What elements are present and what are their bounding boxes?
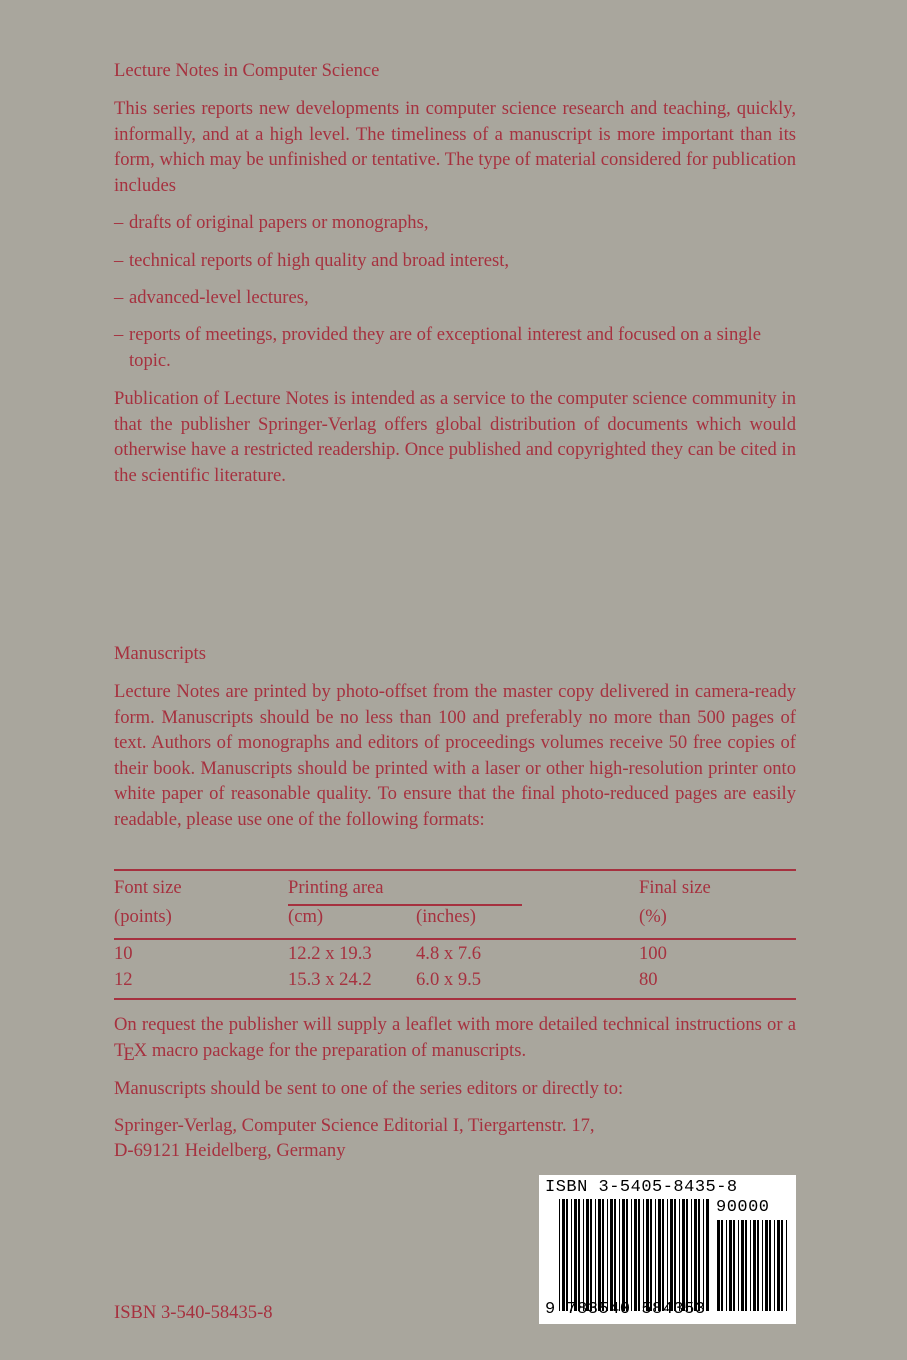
- barcode-bar: [753, 1220, 756, 1311]
- barcode: [539, 1175, 796, 1324]
- barcode-bar: [614, 1199, 616, 1311]
- barcode-bar: [670, 1199, 673, 1311]
- request-text-before: On request the publisher will supply a leaflet with more detailed technical instructions or a: [114, 1014, 796, 1035]
- barcode-bar: [643, 1199, 644, 1311]
- barcode-bar: [619, 1199, 620, 1311]
- barcode-bar: [674, 1199, 676, 1311]
- barcode-bar: [745, 1220, 747, 1311]
- barcode-bar: [726, 1220, 727, 1311]
- barcode-price-code: 90000: [716, 1198, 770, 1217]
- send-to-text: Manuscripts should be sent to one of the series editors or directly to:: [114, 1078, 624, 1099]
- barcode-bar: [626, 1199, 628, 1311]
- barcode-bar: [667, 1199, 668, 1311]
- barcode-bar: [682, 1199, 685, 1311]
- header-final-size: Final size: [639, 877, 711, 898]
- barcode-bar: [646, 1199, 649, 1311]
- list-item: [114, 248, 796, 274]
- bullet-dash: –: [114, 212, 124, 233]
- address-line-1: Springer-Verlag, Computer Science Editorial I, Tiergartenstr. 17,: [114, 1115, 595, 1136]
- barcode-bar: [703, 1199, 704, 1311]
- barcode-bar: [650, 1199, 652, 1311]
- barcode-bar: [622, 1199, 625, 1311]
- barcode-bar: [586, 1199, 589, 1311]
- barcode-bar: [721, 1220, 723, 1311]
- bullet-text: technical reports of high quality and broad interest,: [129, 250, 510, 271]
- barcode-bar: [762, 1220, 763, 1311]
- barcode-bar: [774, 1220, 775, 1311]
- cell-cm: 15.3 x 24.2: [288, 969, 372, 990]
- header-font-size: Font size: [114, 877, 182, 898]
- header-points: (points): [114, 906, 172, 927]
- barcode-bar: [598, 1199, 601, 1311]
- list-item: [114, 210, 796, 236]
- cell-inches: 6.0 x 9.5: [416, 969, 482, 990]
- cell-font: 10: [114, 943, 133, 964]
- manuscripts-heading: Manuscripts: [114, 643, 206, 664]
- table-top-rule: [114, 869, 796, 871]
- bullet-text: advanced-level lectures,: [129, 287, 309, 308]
- barcode-digits: 9 783540 584353: [545, 1300, 706, 1319]
- cell-inches: 4.8 x 7.6: [416, 943, 482, 964]
- request-paragraph: [114, 1012, 796, 1063]
- publication-paragraph: Publication of Lecture Notes is intended as a service to the computer science community in that the publisher Springer-Verlag offers global distribution of documents which would otherwise have a restricted readership. Once published and copyrighted they can be cited in the scientific literature.: [114, 388, 796, 486]
- cell-final: 100: [639, 943, 667, 964]
- header-percent: (%): [639, 906, 667, 927]
- bullet-dash: –: [114, 250, 124, 271]
- bullet-dash: –: [114, 324, 124, 345]
- barcode-bar: [602, 1199, 604, 1311]
- barcode-bar: [698, 1199, 700, 1311]
- barcode-bar: [706, 1199, 709, 1311]
- barcode-bar: [638, 1199, 640, 1311]
- cell-cm: 12.2 x 19.3: [288, 943, 372, 964]
- barcode-bar: [578, 1199, 580, 1311]
- barcode-bar: [777, 1220, 780, 1311]
- header-cm: (cm): [288, 906, 324, 927]
- barcode-bar: [595, 1199, 596, 1311]
- barcode-bar: [562, 1199, 565, 1311]
- cell-final: 80: [639, 969, 658, 990]
- bullet-text: reports of meetings, provided they are of exceptional interest and focused on a single topic.: [129, 324, 761, 371]
- address-line-2: D-69121 Heidelberg, Germany: [114, 1140, 346, 1161]
- header-printing-area: Printing area: [288, 877, 384, 898]
- header-inches: (inches): [416, 906, 476, 927]
- bullet-dash: –: [114, 287, 124, 308]
- barcode-bar: [738, 1220, 739, 1311]
- barcode-bar: [691, 1199, 692, 1311]
- barcode-bar: [634, 1199, 637, 1311]
- barcode-bar: [765, 1220, 768, 1311]
- barcode-bar: [655, 1199, 656, 1311]
- barcode-bar: [741, 1220, 744, 1311]
- barcode-bar: [769, 1220, 771, 1311]
- barcode-bar: [607, 1199, 608, 1311]
- barcode-isbn-label: ISBN 3-5405-8435-8: [545, 1178, 738, 1197]
- barcode-bar: [574, 1199, 577, 1311]
- tex-t: T: [114, 1039, 126, 1061]
- table-header-rule: [114, 938, 796, 940]
- barcode-bar: [583, 1199, 584, 1311]
- isbn-bottom: ISBN 3-540-58435-8: [114, 1302, 273, 1323]
- barcode-bar: [781, 1220, 783, 1311]
- barcode-bar: [679, 1199, 680, 1311]
- barcode-bar: [717, 1220, 720, 1311]
- barcode-bar: [658, 1199, 661, 1311]
- barcode-bar: [757, 1220, 759, 1311]
- series-heading: Lecture Notes in Computer Science: [114, 60, 380, 81]
- barcode-bar: [566, 1199, 568, 1311]
- list-item: [114, 322, 796, 373]
- barcode-bar: [559, 1199, 560, 1311]
- barcode-bar: [686, 1199, 688, 1311]
- manuscripts-paragraph: Lecture Notes are printed by photo-offset from the master copy delivered in camera-ready form. Manuscripts should be no less than 100 and preferably no more than 500 pages of text. Authors of monographs and editors of proceedings volumes receive 50 free copies of their book. Manuscripts should be printed with a laser or other high-resolution printer onto white paper of reasonable quality. To ensure that the final photo-reduced pages are easily readable, please use one of the following formats:: [114, 681, 796, 830]
- barcode-bar: [729, 1220, 732, 1311]
- barcode-bar: [571, 1199, 572, 1311]
- tex-e: E: [123, 1043, 135, 1065]
- list-item: [114, 285, 796, 311]
- barcode-bar: [750, 1220, 751, 1311]
- barcode-bar: [786, 1220, 787, 1311]
- barcode-bar: [694, 1199, 697, 1311]
- tex-logo: [114, 1039, 148, 1065]
- barcode-bar: [733, 1220, 735, 1311]
- request-text-after: macro package for the preparation of manuscripts.: [151, 1039, 527, 1061]
- table-bottom-rule: [114, 998, 796, 1000]
- barcode-bar: [610, 1199, 613, 1311]
- cell-font: 12: [114, 969, 133, 990]
- bullet-text: drafts of original papers or monographs,: [129, 212, 429, 233]
- barcode-bar: [590, 1199, 592, 1311]
- barcode-bar: [662, 1199, 664, 1311]
- series-intro: This series reports new developments in computer science research and teaching, quickly, informally, and at a high level. The timeliness of a manuscript is more important than its form, which may be unfinished or tentative. The type of material considered for publication includes: [114, 98, 796, 196]
- barcode-bar: [631, 1199, 632, 1311]
- tex-x: X: [133, 1039, 148, 1061]
